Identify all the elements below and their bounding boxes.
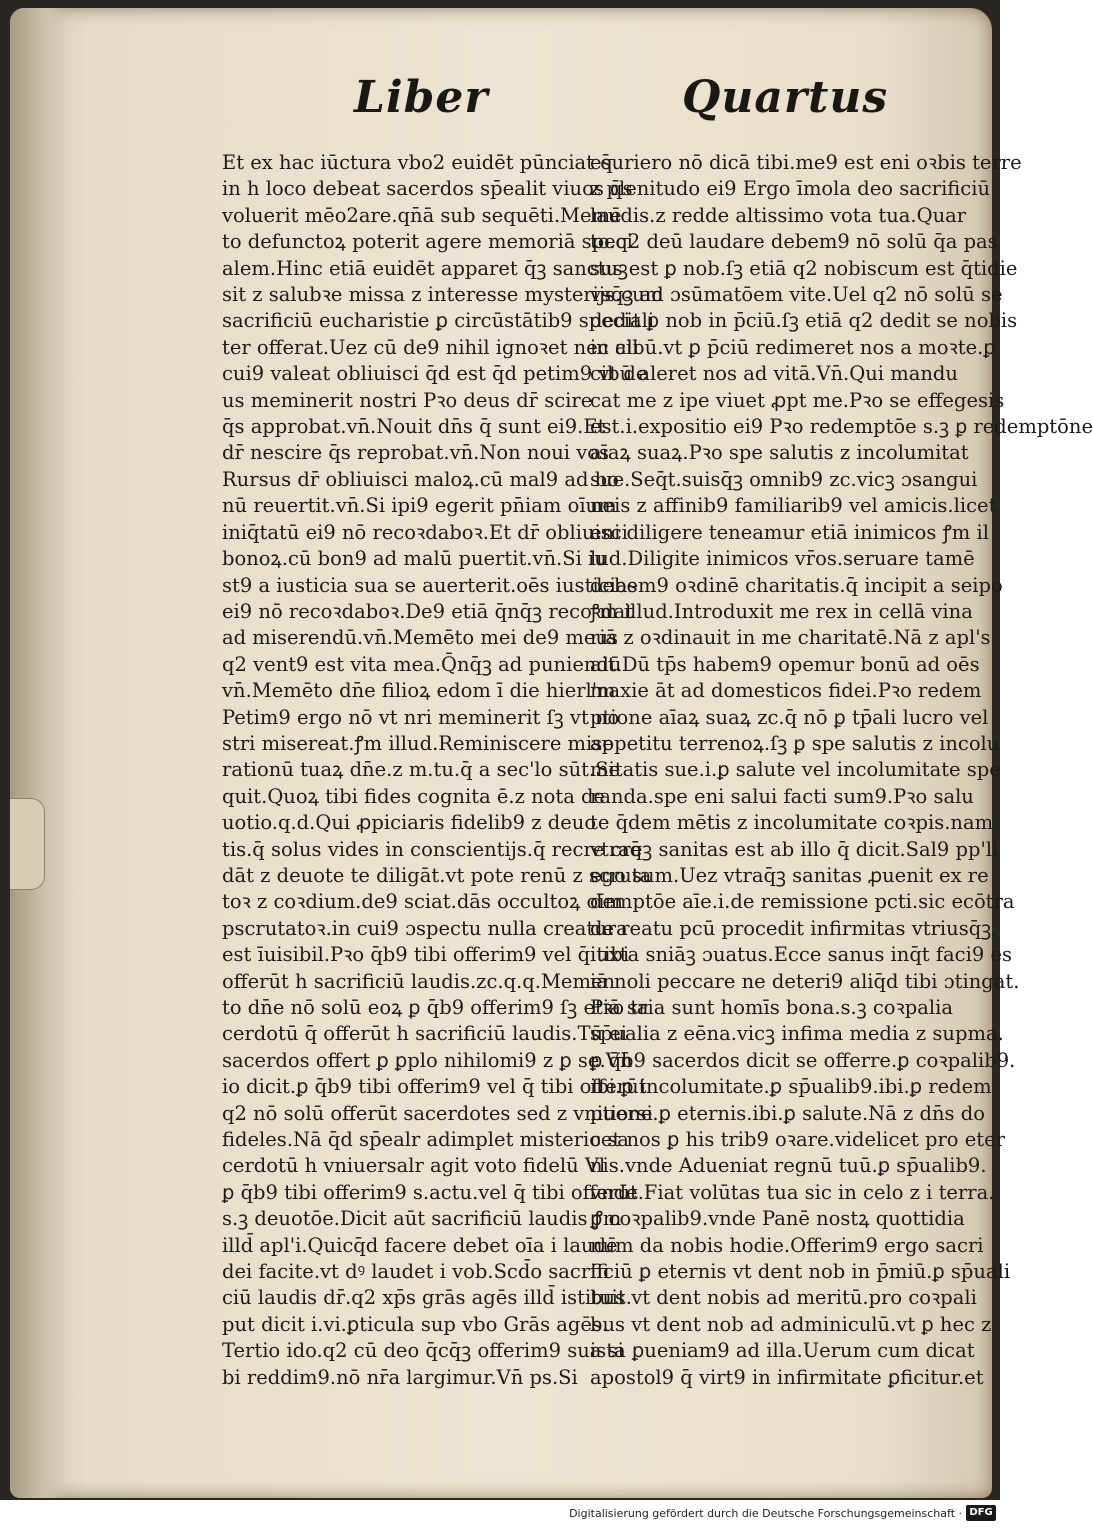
text-line: st9 a iusticia sua se auerterit.oēs iusticias [222, 573, 638, 597]
text-line: riā z oꝛdinauit in me charitatē.Nā z apl's [590, 626, 991, 650]
text-line: vtraq̄ꝫ sanitas est ab illo q̄ dicit.Sal9 pp'li [590, 837, 999, 861]
text-line: dei facite.vt dꝰ laudet i vob.Scd̄o sacrifi [222, 1260, 610, 1284]
text-line: z plenitudo ei9 Ergo īmola deo sacrificiū [590, 177, 991, 201]
text-line: in h loco debeat sacerdos sp̄ealit viuos q̄s [222, 177, 633, 201]
text-line: cat me z ipe viuet ꝓpt me.Pꝛo se effegesis [590, 388, 1005, 412]
text-line: ait.Dū tp̄s habem9 opemur bonū ad oēs [590, 652, 980, 676]
text-line: ꝑ q̄b9 tibi offerim9 s.actu.vel q̄ tibi offerūt. [222, 1180, 644, 1204]
text-line: aīaꝝ suaꝝ.Pꝛo spe salutis z incolumitat [590, 441, 969, 465]
text-line: q̄s approbat.vn̄.Nouit dn̄s q̄ sunt ei9.Et [222, 415, 606, 439]
text-line: cui9 valeat obliuisci q̄d est q̄d petim9 vt de [222, 362, 648, 386]
text-line: eni diligere teneamur etiā inimicos ꝭm il [590, 520, 989, 544]
text-line: ego sum.Uez vtraq̄ꝫ sanitas ꝓuenit ex re [590, 863, 989, 887]
funding-credit: Digitalisierung gefördert durch die Deutsche Forschungsgemeinschaft · [569, 1507, 962, 1520]
text-line: tis.q̄ solus vides in conscientijs.q̄ recre cre [222, 837, 643, 861]
text-line: ptione.ꝑ eternis.ibi.ꝑ salute.Nā z dn̄s do [590, 1101, 985, 1125]
text-line: apostol9 q̄ virt9 in infirmitate ꝑficitur.et [590, 1365, 984, 1389]
running-head-right: Quartus [682, 72, 889, 123]
page-tab-marker [10, 798, 45, 890]
text-line: mitatis sue.i.ꝑ salute vel incolumitate spe [590, 758, 1001, 782]
text-line: iniq̄tatū ei9 nō recoꝛdaboꝛ.Et dr̄ obliuisci [222, 520, 628, 544]
text-line: sacerdos offert ꝑ ꝑplo nihilomi9 z ꝑ se.Vn̄ [222, 1048, 633, 1072]
text-line: ficiū ꝑ eternis vt dent nob in p̄miū.ꝑ sp̄uali [590, 1260, 1011, 1284]
text-line: ter offerat.Uez cū de9 nihil ignoꝛet nec ali [222, 335, 639, 359]
text-line: cerdotū h vniuersalr agit voto fidelū Vl [222, 1154, 606, 1178]
running-head-left: Liber [354, 72, 489, 123]
text-line: rationū tuaꝝ dn̄e.z m.tu.q̄ a sec'lo sūt.Se [222, 758, 621, 782]
text-line: us meminerit nostri Pꝛo deus dr̄ scire [222, 388, 593, 412]
text-line: dāt z deuote te diligāt.vt pote renū z scruta [222, 863, 652, 887]
text-column-left [222, 150, 664, 1391]
dfg-logo-icon: DFG [966, 1505, 996, 1521]
text-line: ꝑ coꝛpalib9.vnde Panē nostꝝ quottidia [590, 1207, 965, 1231]
text-line: Tertio ido.q2 cū deo q̄cq̄ꝫ offerim9 sua si [222, 1339, 624, 1363]
text-line: vn̄.Memēto dn̄e filioꝝ edom ī die hierl'm [222, 679, 616, 703]
text-line: dedit ꝑ nob in p̄ciū.ſꝫ etiā q2 dedit se nobis [590, 309, 1018, 333]
text-line: alem.Hinc etiā euidēt apparet q̄ꝫ sanctuꝫ [222, 256, 629, 280]
text-line: esuriero nō dicā tibi.me9 est eni oꝛbis terre [590, 151, 1022, 174]
text-line: iuxta sniāꝫ ɔuatus.Ecce sanus inq̄t faci9 es [590, 943, 1012, 967]
text-line: q2 vent9 est vita mea.Q̄nq̄ꝫ ad puniendū [222, 652, 622, 676]
text-line: vnde Fiat volūtas tua sic in celo z i terra. [590, 1180, 995, 1204]
text-column-right [590, 150, 1093, 1391]
text-line: bi reddim9.nō nr̄a largimur.Vn̄ ps.Si [222, 1365, 578, 1389]
text-line: ptione aīaꝝ suaꝝ zc.q̄ nō ꝑ tp̄ali lucro vel [590, 705, 989, 729]
text-line: randa.spe eni salui facti sum9.Pꝛo salu [590, 784, 974, 808]
text-line: Petim9 ergo nō vt nri meminerit ſꝫ vt no [222, 705, 620, 729]
text-line: Rursus dr̄ obliuisci maloꝝ.cū mal9 ad bo [222, 467, 619, 491]
text-line: ei9 nō recoꝛdaboꝛ.De9 etiā q̄nq̄ꝫ recoꝛdat [222, 599, 634, 623]
text-line: to.q2 deū laudare debem9 nō solū q̄a pas [590, 230, 998, 254]
text-line: maxie āt ad domesticos fidei.Pꝛo redem [590, 679, 982, 703]
text-line: appetitu terrenoꝝ.ſꝫ ꝑ spe salutis z incolu [590, 731, 1000, 755]
text-line: num da nobis hodie.Offerim9 ergo sacri [590, 1233, 984, 1257]
text-line: bus vt dent nobis ad meritū.pro coꝛpali [590, 1286, 977, 1310]
text-line: toꝛ z coꝛdium.de9 sciat.dās occultoꝝ oīm [222, 890, 624, 914]
text-line: nū reuertit.vn̄.Si ipi9 egerit pn̄iam oīum [222, 494, 617, 518]
text-line: laudis.z redde altissimo vota tua.Quar [590, 203, 967, 227]
text-line: ꝑ q̄b9 sacerdos dicit se offerre.ꝑ coꝛpalib9. [590, 1048, 1016, 1072]
text-line: sue.Seq̄t.suisq̄ꝫ omnib9 zc.vicꝫ ɔsangui [590, 467, 978, 491]
text-line: uotio.q.d.Qui ꝓpiciaris fidelib9 z deuo [222, 811, 597, 835]
text-line: bonoꝝ.cū bon9 ad malū puertit.vn̄.Si iu [222, 547, 607, 571]
text-line: Et ex hac iūctura vbo2 euidēt pūnciat q̄ [222, 151, 613, 174]
text-line: in cibū.vt ꝑ p̄ciū redimeret nos a moꝛte.ꝑ [590, 335, 996, 359]
page-gutter [10, 8, 70, 1498]
text-line: to dn̄e nō solū eoꝝ ꝑ q̄b9 offerim9 ſꝫ etiā sa [222, 996, 649, 1019]
text-line: cerdotū q̄ offerūt h sacrificiū laudis.Tū ei [222, 1022, 628, 1046]
text-line: pscrutatoꝛ.in cui9 ɔspectu nulla creatura [222, 916, 628, 940]
text-line: te q̄dem mētis z incolumitate coꝛpis.nam [590, 811, 994, 835]
text-line: cibū aleret nos ad vitā.Vn̄.Qui mandu [590, 362, 958, 386]
text-line: cet nos ꝑ his trib9 oꝛare.videlicet pro eter [590, 1128, 1005, 1152]
text-line: debem9 oꝛdinē charitatis.q̄ incipit a seipo [590, 573, 1003, 597]
text-line: fideles.Nā q̄d sp̄ealr adimplet misterio sa [222, 1128, 629, 1152]
text-line: ibi.ꝑ incolumitate.ꝑ sp̄ualib9.ibi.ꝑ redem [590, 1075, 992, 1099]
text-line: illd̄ apl'i.Quicq̄d facere debet oīa i laudē [222, 1233, 618, 1257]
text-line: voluerit mēo2are.qn̄ā sub sequēti.Memē [222, 203, 622, 227]
text-line: ista ꝑueniam9 ad illa.Uerum cum dicat [590, 1339, 975, 1363]
footer-bar [0, 1500, 1000, 1529]
text-line: io dicit.ꝑ q̄b9 tibi offerim9 vel q̄ tibi offerūt [222, 1075, 647, 1099]
text-line: est īuisibil.Pꝛo q̄b9 tibi offerim9 vel q̄ tibi [222, 943, 630, 967]
text-line: bus vt dent nob ad adminiculū.vt ꝑ hec z [590, 1312, 992, 1336]
text-line: lud.Diligite inimicos vr̄os.seruare tamē [590, 547, 975, 571]
text-line: demptōe aīe.i.de remissione pcti.sic ecōtra [590, 890, 1015, 914]
text-line: to defunctoꝝ poterit agere memoriā speci [222, 230, 633, 254]
text-line: ꝭm illud.Introduxit me rex in cellā vina [590, 599, 973, 623]
text-line: nis.vnde Adueniat regnū tuū.ꝑ sp̄ualib9. [590, 1154, 987, 1178]
text-line: sit z salubꝛe missa z interesse mysterijs.cum [222, 283, 664, 307]
running-head [0, 72, 1000, 132]
text-line: quit.Quoꝝ tibi fides cognita ē.z nota de [222, 784, 606, 808]
text-line: offerūt h sacrificiū laudis.zc.q.q.Memen [222, 969, 616, 993]
text-line: Pꝛo tria sunt homīs bona.s.ꝫ coꝛpalia [590, 996, 953, 1019]
text-line: ad miserendū.vn̄.Memēto mei de9 meus [222, 626, 619, 650]
text-line: s.ꝫ deuotōe.Dicit aūt sacrificiū laudis ꝭm [222, 1207, 622, 1231]
text-line: ciū laudis dr̄.q2 xp̄s grās agēs illd̄ istituit. [222, 1286, 632, 1310]
text-line: de reatu pcū procedit infirmitas vtriusq̄ꝫ. [590, 916, 998, 940]
text-line: sp̄ualia z eēna.vicꝫ infima media z supma. [590, 1022, 1004, 1046]
text-line: put dicit i.vi.ꝑticula sup vbo Grās agēs. [222, 1312, 609, 1336]
text-line: q2 nō solū offerūt sacerdotes sed z vniuersi [222, 1101, 653, 1125]
text-line: sacrificiū eucharistie ꝑ circūstātib9 speciali [222, 309, 655, 333]
text-line: stri misereat.ꝭm illud.Reminiscere mise [222, 731, 614, 755]
text-line: iā noli peccare ne deteri9 aliq̄d tibi ɔtingat. [590, 969, 1020, 993]
text-line: sus est ꝑ nob.ſꝫ etiā q2 nobiscum est q̄tidie [590, 256, 1018, 280]
text-line: vsq̄ꝫ ad ɔsūmatōem vite.Uel q2 nō solū se [590, 283, 1003, 307]
text-line: dr̄ nescire q̄s reprobat.vn̄.Non noui vos [222, 441, 609, 465]
text-line: est.i.expositio ei9 Pꝛo redemptōe s.ꝫ ꝑ redemptōne [590, 415, 1093, 439]
text-line: neis z affinib9 familiarib9 vel amicis.licet [590, 494, 997, 518]
